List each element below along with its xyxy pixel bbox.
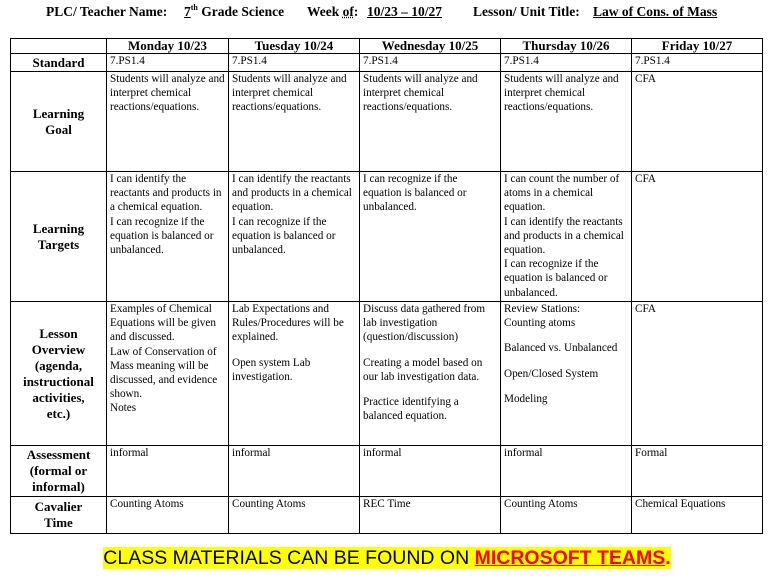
cell-text: Students will analyze and interpret chemical reactions/equations. xyxy=(232,73,347,114)
lesson-overview-label-line: activities, xyxy=(32,389,85,405)
cell-text: Students will analyze and interpret chemical reactions/equations. xyxy=(363,73,478,114)
learning-goal-thursday-cell xyxy=(501,72,632,172)
learning-goal-label-line: Learning xyxy=(32,105,85,121)
cell-text: informal xyxy=(363,447,402,459)
cell-text: Lab Expectations and Rules/Procedures will be explained. xyxy=(232,303,344,344)
learning-goal-tuesday-cell xyxy=(229,72,360,172)
cell-text: Open/Closed System xyxy=(504,367,599,380)
cell-text: Practice identifying a balanced equation. xyxy=(363,396,459,423)
paragraph-gap xyxy=(504,381,628,392)
lesson-overview-wednesday-cell xyxy=(360,302,501,446)
learning-targets-label-line: Targets xyxy=(37,236,80,252)
cell-text: Open system Lab investigation. xyxy=(232,356,311,383)
assessment-label-line: informal) xyxy=(32,479,85,494)
cell-text: Counting Atoms xyxy=(232,498,306,510)
cell-text: Modeling xyxy=(504,392,548,405)
cell-text: 7.PS1.4 xyxy=(635,55,670,67)
cell-text: I can recognize if the equation is balanced or unbalanced. xyxy=(504,258,608,299)
assessment-label-line: Assessment xyxy=(26,447,91,462)
day-header-monday: Monday 10/23 xyxy=(107,39,229,54)
standard-label xyxy=(11,54,107,72)
cell-text: Formal xyxy=(635,447,668,459)
unit-title-label: Lesson/ Unit Title: xyxy=(473,4,580,19)
standard-tuesday-cell xyxy=(229,54,360,72)
cell-text: Students will analyze and interpret chemical reactions/equations. xyxy=(110,73,225,114)
learning-goal-label xyxy=(11,72,107,172)
cell-text: Counting Atoms xyxy=(110,498,184,510)
cell-text: Balanced vs. Unbalanced xyxy=(504,342,618,355)
lesson-overview-label-line: Lesson xyxy=(39,325,78,341)
learning-goal-monday-cell xyxy=(107,72,229,172)
lesson-overview-tuesday-cell xyxy=(229,302,360,446)
cavalier-time-tuesday-cell xyxy=(229,497,360,534)
cell-text: I can identify the reactants and products in a chemical equation. xyxy=(110,173,222,214)
lesson-overview-label-line: Overview xyxy=(31,341,86,357)
cell-text: Notes xyxy=(110,402,137,415)
cell-text: Creating a model based on our lab investigation data. xyxy=(363,356,483,383)
cell-text: Review Stations: xyxy=(504,303,581,315)
teacher-name xyxy=(184,4,284,20)
lesson-overview-label-line: (agenda, xyxy=(34,357,83,373)
unit-title-value: Law of Cons. of Mass xyxy=(593,4,718,19)
learning-goal-wednesday-cell xyxy=(360,72,501,172)
learning-targets-tuesday-cell xyxy=(229,172,360,302)
day-header-wednesday: Wednesday 10/25 xyxy=(360,39,501,54)
cell-text: I can recognize if the equation is balanced or unbalanced. xyxy=(363,173,467,214)
standard-label-line: Standard xyxy=(32,54,85,70)
lesson-overview-monday-cell xyxy=(107,302,229,446)
cell-text: 7.PS1.4 xyxy=(110,55,145,67)
cell-text: Examples of Chemical Equations will be given and discussed. xyxy=(110,303,216,344)
cell-text: 7.PS1.4 xyxy=(504,55,539,67)
cell-text: Law of Conservation of Mass meaning will be discussed, and evidence shown. xyxy=(110,345,218,401)
cell-text: CFA xyxy=(635,73,656,85)
cavalier-time-row xyxy=(11,497,763,534)
class-materials-banner xyxy=(0,546,774,570)
learning-targets-row xyxy=(11,172,763,302)
lesson-overview-row xyxy=(11,302,763,446)
assessment-tuesday-cell xyxy=(229,446,360,497)
cell-text: REC Time xyxy=(363,498,411,510)
grade-number: 7 xyxy=(184,4,191,19)
week-label-a: Week xyxy=(307,4,343,19)
cell-text: 7.PS1.4 xyxy=(232,55,267,67)
cavalier-time-label-line: Cavalier xyxy=(34,499,83,514)
cavalier-time-thursday-cell xyxy=(501,497,632,534)
cell-text: informal xyxy=(504,447,543,459)
cell-text: informal xyxy=(110,447,149,459)
assessment-row xyxy=(11,446,763,497)
microsoft-teams-link[interactable]: MICROSOFT TEAMS xyxy=(474,547,666,569)
grade-subject: Grade Science xyxy=(197,4,285,19)
day-header-thursday: Thursday 10/26 xyxy=(501,39,632,54)
cell-text: Chemical Equations xyxy=(635,498,726,510)
plc-teacher-label: PLC/ Teacher Name: xyxy=(46,4,168,19)
week-value: 10/23 – 10/27 xyxy=(367,4,443,19)
assessment-thursday-cell xyxy=(501,446,632,497)
standard-friday-cell xyxy=(632,54,763,72)
assessment-wednesday-cell xyxy=(360,446,501,497)
lesson-overview-label-line: instructional xyxy=(23,373,94,389)
banner-period: . xyxy=(665,547,671,569)
paragraph-gap xyxy=(363,384,497,395)
cell-text: I can recognize if the equation is balanced or unbalanced. xyxy=(110,215,214,257)
cell-text: I can count the number of atoms in a chemical equation. xyxy=(504,173,620,214)
assessment-label xyxy=(11,446,107,497)
day-header-row xyxy=(11,39,763,54)
corner-cell xyxy=(11,39,107,54)
cell-text: Students will analyze and interpret chemical reactions/equations. xyxy=(504,73,619,114)
cell-text: I can identify the reactants and products in a chemical equation. xyxy=(504,215,624,257)
grade-suffix: th xyxy=(190,3,198,12)
lesson-plan-table xyxy=(10,38,763,534)
week-label-b: of xyxy=(342,4,354,19)
cell-text: I can recognize if the equation is balanced or unbalanced. xyxy=(232,215,336,257)
assessment-monday-cell xyxy=(107,446,229,497)
paragraph-gap xyxy=(363,345,497,356)
lesson-overview-label xyxy=(11,302,107,446)
standard-row xyxy=(11,54,763,72)
cell-text: Counting Atoms xyxy=(504,498,578,510)
cell-text: I can identify the reactants and products in a chemical equation. xyxy=(232,173,352,214)
cavalier-time-wednesday-cell xyxy=(360,497,501,534)
paragraph-gap xyxy=(504,356,628,367)
day-header-friday: Friday 10/27 xyxy=(632,39,763,54)
cell-text: 7.PS1.4 xyxy=(363,55,398,67)
learning-goal-row xyxy=(11,72,763,172)
page-header xyxy=(0,4,774,22)
lesson-overview-thursday-cell xyxy=(501,302,632,446)
learning-goal-friday-cell xyxy=(632,72,763,172)
cavalier-time-friday-cell xyxy=(632,497,763,534)
standard-wednesday-cell xyxy=(360,54,501,72)
banner-highlight xyxy=(103,547,670,569)
learning-targets-label-line: Learning xyxy=(32,220,85,236)
lesson-overview-label-line: etc.) xyxy=(46,405,71,421)
cell-text: Discuss data gathered from lab investigation (question/discussion) xyxy=(363,303,486,344)
cell-text: Counting atoms xyxy=(504,317,576,330)
paragraph-gap xyxy=(232,345,356,356)
learning-targets-friday-cell xyxy=(632,172,763,302)
cell-text: CFA xyxy=(635,173,656,185)
day-header-tuesday: Tuesday 10/24 xyxy=(229,39,360,54)
learning-targets-thursday-cell xyxy=(501,172,632,302)
cell-text: informal xyxy=(232,447,271,459)
assessment-friday-cell xyxy=(632,446,763,497)
week-label xyxy=(307,4,358,20)
learning-goal-label-line: Goal xyxy=(45,121,72,137)
learning-targets-monday-cell xyxy=(107,172,229,302)
week-label-c: : xyxy=(353,4,359,19)
cell-text: CFA xyxy=(635,303,656,315)
cavalier-time-monday-cell xyxy=(107,497,229,534)
assessment-label-line: (formal or xyxy=(29,463,88,478)
cavalier-time-label-line: Time xyxy=(44,515,73,530)
standard-monday-cell xyxy=(107,54,229,72)
paragraph-gap xyxy=(504,330,628,341)
lesson-overview-friday-cell xyxy=(632,302,763,446)
standard-thursday-cell xyxy=(501,54,632,72)
banner-text: CLASS MATERIALS CAN BE FOUND ON xyxy=(103,547,475,569)
cavalier-time-label xyxy=(11,497,107,534)
learning-targets-wednesday-cell xyxy=(360,172,501,302)
learning-targets-label xyxy=(11,172,107,302)
